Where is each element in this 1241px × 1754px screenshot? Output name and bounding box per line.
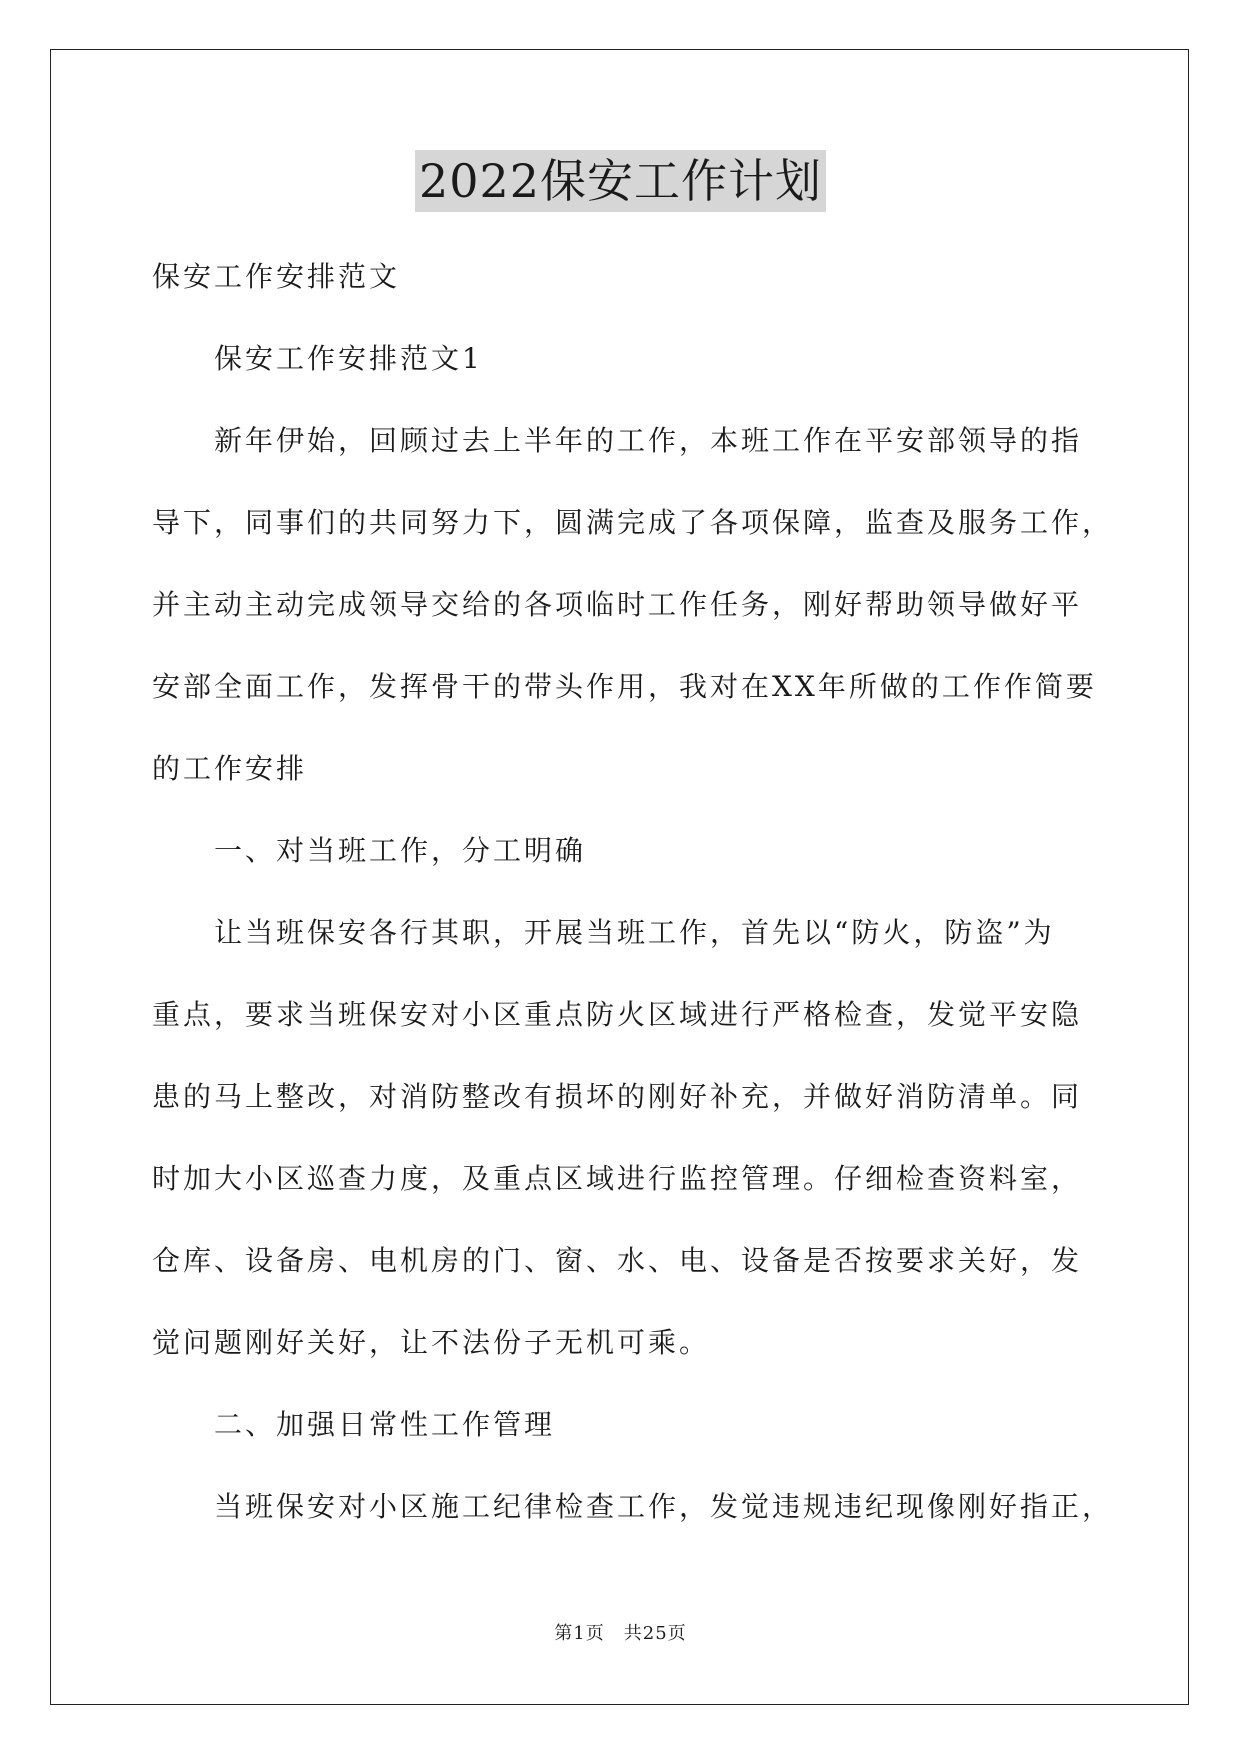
text-line: 觉问题刚好关好，让不法份子无机可乘。 — [152, 1326, 711, 1359]
text-line: 安部全面工作，发挥骨干的带头作用，我对在XX年所做的工作作简要 — [152, 670, 1097, 703]
text-line: 的工作安排 — [152, 752, 308, 785]
text-line: 保安工作安排范文 — [152, 260, 401, 293]
text-line: 二、加强日常性工作管理 — [214, 1408, 556, 1441]
page-footer: 第1页 共25页 — [554, 1623, 687, 1644]
text-line: 患的马上整改，对消防整改有损坏的刚好补充，并做好消防清单。同 — [152, 1080, 1083, 1113]
text-line: 仓库、设备房、电机房的门、窗、水、电、设备是否按要求关好，发 — [152, 1244, 1083, 1277]
text-line: 时加大小区巡查力度，及重点区域进行监控管理。仔细检查资料室， — [152, 1162, 1083, 1195]
text-line: 新年伊始，回顾过去上半年的工作，本班工作在平安部领导的指 — [214, 424, 1083, 457]
title-container — [0, 150, 1241, 212]
document-body — [152, 236, 1114, 1548]
text-line: 让当班保安各行其职，开展当班工作，首先以“防火，防盗”为 — [214, 916, 1055, 949]
text-line: 重点，要求当班保安对小区重点防火区域进行严格检查，发觉平安隐 — [152, 998, 1083, 1031]
document-title: 2022保安工作计划 — [415, 150, 826, 212]
text-line: 当班保安对小区施工纪律检查工作，发觉违规违纪现像刚好指正， — [214, 1490, 1114, 1523]
text-line: 保安工作安排范文1 — [214, 342, 483, 375]
text-line: 一、对当班工作，分工明确 — [214, 834, 587, 867]
text-line: 导下，同事们的共同努力下，圆满完成了各项保障，监查及服务工作， — [152, 506, 1114, 539]
text-line: 并主动主动完成领导交给的各项临时工作任务，刚好帮助领导做好平 — [152, 588, 1083, 621]
